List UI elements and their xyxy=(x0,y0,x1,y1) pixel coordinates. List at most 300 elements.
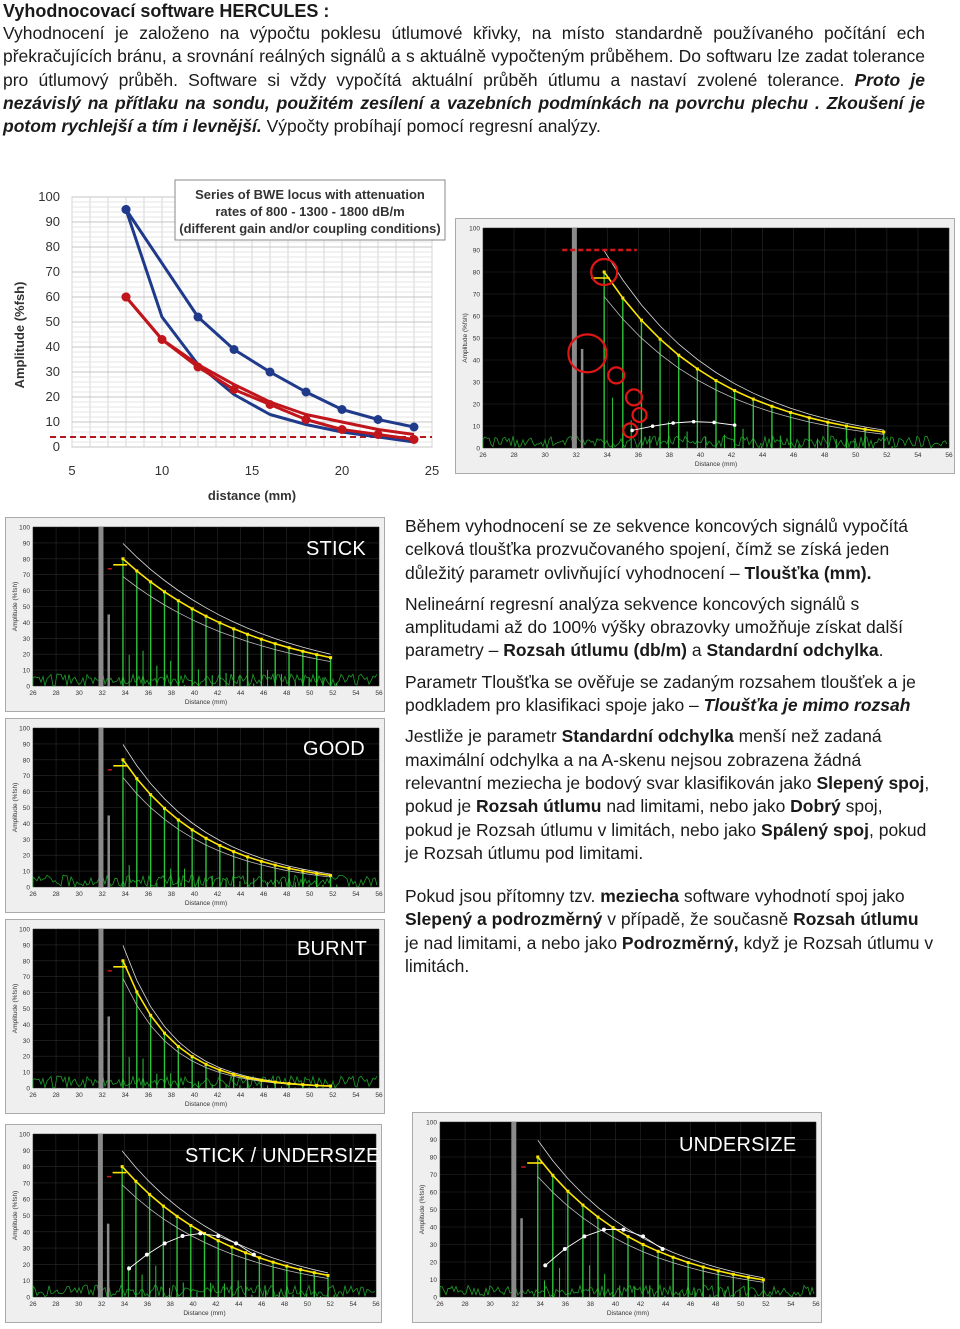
scope-x-tick: 50 xyxy=(303,1301,312,1308)
label-stick: STICK xyxy=(306,538,366,560)
scope-y-tick: 0 xyxy=(26,683,30,691)
scope-peak-marker xyxy=(149,580,152,583)
scope-x-tick: 54 xyxy=(349,1301,357,1308)
scope-y-tick: 10 xyxy=(22,1069,30,1077)
scope-peak-marker xyxy=(232,1073,235,1076)
scope-y-tick: 50 xyxy=(22,805,30,812)
scope-x-tick: 28 xyxy=(461,1301,469,1308)
bwe-data-point xyxy=(338,425,347,434)
bwe-data-point xyxy=(302,388,311,397)
scope-x-tick: 46 xyxy=(260,1092,268,1099)
scope-peak-marker xyxy=(627,1235,630,1238)
scope-peak-marker xyxy=(696,367,699,370)
intro-text-1: Vyhodnocení je založeno na výpočtu poklesu útlumové křivky, na místo standardně používaného počítání ech překračujících bránu, a srovnání reálných signálů a s aktuálně vypočteným průběhem. Do softwaru lze zadat tolerance pro útlumový průběh. Software si vždy vypočítá aktuální průběh útlumu a nastaví zvolené tolerance. xyxy=(3,23,925,90)
scope-x-tick: 52 xyxy=(326,1301,334,1308)
scope-x-tick: 40 xyxy=(611,1301,620,1308)
scope-peak-marker xyxy=(329,1085,332,1088)
scope-peak-marker xyxy=(121,1165,124,1168)
scope-y-tick: 40 xyxy=(22,1021,30,1029)
scope-peak-marker xyxy=(288,867,291,870)
scope-x-tick: 36 xyxy=(144,891,152,898)
bwe-data-point xyxy=(230,345,239,354)
scope-x-tick: 38 xyxy=(167,1092,176,1099)
scope-x-tick: 44 xyxy=(236,1092,245,1099)
scope-x-tick: 30 xyxy=(75,1092,83,1099)
scope-peak-marker xyxy=(191,1055,194,1058)
bwe-data-point xyxy=(338,405,347,414)
body-paragraph-2 xyxy=(405,593,935,663)
scope-peak-marker xyxy=(135,569,138,572)
bwe-data-point xyxy=(410,435,419,444)
scope-x-tick: 38 xyxy=(586,1301,595,1308)
scope-top xyxy=(455,218,955,474)
scope-pulse-echo xyxy=(107,1224,110,1297)
scope-y-tick: 30 xyxy=(22,1245,30,1253)
scope-y-tick: 70 xyxy=(22,572,30,580)
scope-peak-marker xyxy=(882,431,885,434)
scope-peak-marker xyxy=(149,1014,152,1017)
scope-x-tick: 32 xyxy=(98,690,106,697)
scope-y-tick: 80 xyxy=(22,1164,30,1172)
scope-y-label: Amplitude (%fsh) xyxy=(12,782,19,833)
scope-y-tick: 10 xyxy=(22,868,30,876)
scope-x-tick: 46 xyxy=(260,891,268,898)
scope-peak-marker xyxy=(260,1079,263,1082)
scope-peak-marker xyxy=(315,653,318,656)
scope-y-label: Amplitude (%fsh) xyxy=(462,313,469,363)
scope-y-tick: 90 xyxy=(429,1137,437,1144)
scope-y-tick: 90 xyxy=(22,741,30,749)
body-p4-d: Slepený spoj xyxy=(816,772,925,793)
scope-peak-marker xyxy=(148,1193,151,1196)
scope-peak-marker xyxy=(258,1256,261,1259)
bwe-legend-line-1: Series of BWE locus with attenuation xyxy=(195,187,425,202)
scope-x-label: Distance (mm) xyxy=(184,900,228,907)
scope-peak-marker xyxy=(177,818,180,821)
scope-peak-marker xyxy=(272,1261,275,1264)
bwe-x-tick: 15 xyxy=(244,463,260,478)
scope-initial-pulse xyxy=(98,1134,103,1297)
scope-x-label: Distance (mm) xyxy=(184,699,228,706)
scope-y-tick: 20 xyxy=(22,651,30,659)
scope-x-tick: 26 xyxy=(29,891,37,898)
body-p5-d: Slepený a podrozměrný xyxy=(405,909,603,930)
bwe-data-point xyxy=(194,363,203,372)
scope-y-tick: 60 xyxy=(22,990,30,998)
body-p5-e: v případě, že současně xyxy=(602,909,794,930)
bwe-y-tick: 80 xyxy=(45,239,60,254)
scope-peak-marker xyxy=(808,416,811,419)
scope-peak-marker xyxy=(315,1084,318,1087)
scope-peak-marker xyxy=(246,855,249,858)
scope-peak-marker xyxy=(217,1239,220,1242)
scope-pulse-echo xyxy=(107,1016,110,1088)
scope-peak-marker xyxy=(246,1076,249,1079)
scope-peak-marker xyxy=(329,656,332,659)
scope-x-tick: 56 xyxy=(375,891,383,898)
scope-pulse-echo xyxy=(107,815,110,887)
body-p5-a: Pokud jsou přítomny tzv. xyxy=(405,886,601,907)
scope-x-tick: 42 xyxy=(636,1301,645,1308)
scope-peak-marker xyxy=(551,1174,554,1177)
scope-x-tick: 38 xyxy=(167,690,176,697)
scope-y-tick: 50 xyxy=(472,335,480,343)
scope-peak-marker xyxy=(733,389,736,392)
scope-peak-marker xyxy=(715,379,718,382)
scope-peak-marker xyxy=(274,864,277,867)
bwe-data-point xyxy=(122,293,131,302)
scope-x-tick: 42 xyxy=(727,452,736,459)
bwe-data-point xyxy=(302,415,311,424)
scope-x-tick: 34 xyxy=(121,690,129,697)
scope-peak-marker xyxy=(717,1269,720,1272)
scope-y-tick: 100 xyxy=(19,725,30,733)
scope-y-tick: 40 xyxy=(429,1224,437,1232)
scope-y-tick: 0 xyxy=(433,1294,437,1302)
body-p4-g: nad limitami, nebo jako xyxy=(601,796,791,817)
scope-x-tick: 50 xyxy=(737,1301,745,1308)
scope-peak-marker xyxy=(274,1081,277,1084)
scope-x-tick: 28 xyxy=(52,1092,60,1099)
intro-paragraph xyxy=(3,22,925,138)
scope-peak-marker xyxy=(246,633,249,636)
scope-x-tick: 44 xyxy=(661,1301,670,1308)
scope-y-tick: 100 xyxy=(426,1119,437,1127)
scope-peak-marker xyxy=(218,844,221,847)
scope-y-label: Amplitude (%fsh) xyxy=(419,1184,426,1235)
scope-x-tick: 26 xyxy=(29,690,37,697)
scope-y-tick: 10 xyxy=(472,423,480,431)
scope-x-tick: 30 xyxy=(75,891,83,898)
bwe-y-tick: 90 xyxy=(45,214,60,229)
scope-peak-marker xyxy=(135,990,138,993)
scope-peak-marker xyxy=(177,599,180,602)
scope-y-tick: 80 xyxy=(22,958,30,966)
scope-x-tick: 32 xyxy=(98,891,106,898)
scope-x-tick: 32 xyxy=(511,1301,519,1308)
scope-peak-marker xyxy=(121,557,124,560)
scope-x-tick: 48 xyxy=(712,1301,720,1308)
body-p5-i: když je Rozsah útlumu v limitách. xyxy=(405,932,934,977)
body-paragraph-4 xyxy=(405,725,935,865)
scope-y-tick: 10 xyxy=(22,1278,30,1286)
scope-x-tick: 56 xyxy=(375,1092,383,1099)
bwe-x-tick: 5 xyxy=(68,463,76,478)
scope-y-tick: 80 xyxy=(429,1154,437,1162)
scope-x-tick: 44 xyxy=(235,1301,243,1308)
scope-initial-pulse xyxy=(98,527,103,686)
body-p4-a: Jestliže je parametr xyxy=(405,726,562,747)
scope-y-tick: 50 xyxy=(429,1207,437,1214)
scope-x-tick: 30 xyxy=(75,1301,83,1308)
scope-x-tick: 26 xyxy=(29,1092,37,1099)
scope-x-tick: 30 xyxy=(486,1301,494,1308)
scope-x-tick: 44 xyxy=(236,690,245,697)
bwe-y-tick: 10 xyxy=(45,414,60,429)
scope-x-tick: 50 xyxy=(306,1092,314,1099)
scope-x-tick: 54 xyxy=(352,690,360,697)
scope-x-tick: 54 xyxy=(914,452,922,459)
body-p1-bold: Tloušťka (mm). xyxy=(744,562,872,583)
bwe-x-tick: 20 xyxy=(334,463,350,478)
scope-initial-pulse xyxy=(98,728,103,887)
scope-x-tick: 48 xyxy=(821,452,829,459)
scope-y-tick: 30 xyxy=(22,635,30,643)
scope-x-tick: 36 xyxy=(561,1301,569,1308)
scope-x-tick: 34 xyxy=(536,1301,544,1308)
scope-peak-marker xyxy=(205,615,208,618)
scope-x-label: Distance (mm) xyxy=(184,1101,228,1108)
bwe-y-tick: 70 xyxy=(45,264,60,279)
scope-y-label: Amplitude (%fsh) xyxy=(12,1190,19,1241)
scope-peak-marker xyxy=(864,428,867,431)
bwe-x-axis-label: distance (mm) xyxy=(207,488,297,503)
scope-x-tick: 54 xyxy=(352,1092,360,1099)
body-p4-e: , pokud je xyxy=(405,772,930,817)
body-p4-j: Spálený spoj xyxy=(761,819,869,840)
scope-x-tick: 38 xyxy=(167,891,176,898)
body-p5-h: Podrozměrný, xyxy=(621,932,739,953)
scope-peak-marker xyxy=(191,607,194,610)
scope-y-tick: 90 xyxy=(22,942,30,950)
scope-peak-marker xyxy=(762,1278,765,1281)
scope-peak-marker xyxy=(845,425,848,428)
body-p5-g: je nad limitami, a nebo jako xyxy=(405,932,622,953)
scope-peak-marker xyxy=(640,319,643,322)
scope-x-tick: 46 xyxy=(687,1301,695,1308)
scope-peak-marker xyxy=(191,828,194,831)
scope-y-tick: 30 xyxy=(22,1037,30,1045)
scope-x-tick: 40 xyxy=(190,690,199,697)
scope-peak-marker xyxy=(285,1265,288,1268)
scope-x-tick: 38 xyxy=(665,452,674,459)
scope-peak-marker xyxy=(149,793,152,796)
scope-y-tick: 0 xyxy=(476,445,480,453)
scope-x-tick: 26 xyxy=(29,1301,37,1308)
scope-x-tick: 36 xyxy=(144,690,152,697)
scope-peak-marker xyxy=(260,638,263,641)
scope-peak-marker xyxy=(313,1271,316,1274)
scope-x-tick: 28 xyxy=(510,452,518,459)
scope-y-tick: 30 xyxy=(472,379,480,387)
scope-y-tick: 70 xyxy=(22,773,30,781)
bwe-y-axis-label: Amplitude (%fsh) xyxy=(12,281,27,389)
scope-x-tick: 48 xyxy=(283,891,291,898)
scope-x-tick: 46 xyxy=(260,690,268,697)
body-p4-b: Standardní odchylka xyxy=(561,726,734,747)
scope-x-tick: 44 xyxy=(236,891,245,898)
scope-y-tick: 70 xyxy=(429,1172,437,1179)
bwe-x-tick: 25 xyxy=(424,463,440,478)
scope-y-tick: 40 xyxy=(22,1229,30,1237)
scope-y-tick: 20 xyxy=(22,1261,30,1269)
scope-y-tick: 100 xyxy=(19,524,30,532)
scope-x-tick: 28 xyxy=(52,891,60,898)
scope-y-tick: 40 xyxy=(22,619,30,627)
body-text xyxy=(405,515,935,986)
scope-x-tick: 40 xyxy=(696,452,705,459)
body-p5-f: Rozsah útlumu xyxy=(793,909,919,930)
body-p2-end: . xyxy=(878,640,884,661)
intro-text-2: Výpočty probíhají pomocí regresní analýzy. xyxy=(261,116,601,137)
scope-y-tick: 90 xyxy=(22,1147,30,1155)
scope-y-tick: 40 xyxy=(472,357,480,365)
scope-y-tick: 60 xyxy=(472,313,480,321)
body-p1-text: Během vyhodnocení se ze sekvence koncových signálů vypočítá celková tloušťka prozvučovaného spojení, čímž se získá jeden důležitý parametr ovlivňující vyhodnocení – xyxy=(405,516,908,583)
scope-peak-marker xyxy=(657,1250,660,1253)
scope-x-tick: 48 xyxy=(283,1092,291,1099)
scope-y-tick: 20 xyxy=(22,1053,30,1061)
scope-y-tick: 80 xyxy=(22,556,30,564)
scope-x-tick: 42 xyxy=(212,1301,220,1308)
scope-x-tick: 50 xyxy=(852,452,860,459)
scope-y-tick: 100 xyxy=(19,1131,30,1139)
scope-x-tick: 28 xyxy=(52,690,60,697)
scope-peak-marker xyxy=(121,758,124,761)
scope-y-tick: 70 xyxy=(22,1180,30,1188)
scope-peak-marker xyxy=(672,1256,675,1259)
bwe-legend-line-2: rates of 800 - 1300 - 1800 dB/m xyxy=(215,204,405,219)
scope-y-tick: 20 xyxy=(22,852,30,860)
body-p2-bold-1: Rozsah útlumu (db/m) xyxy=(503,640,687,661)
bwe-y-tick: 30 xyxy=(45,364,60,379)
scope-y-tick: 50 xyxy=(22,1213,30,1220)
scope-peak-marker xyxy=(176,1215,179,1218)
bwe-data-point xyxy=(374,415,383,424)
scope-y-tick: 60 xyxy=(22,789,30,797)
label-burnt: BURNT xyxy=(297,938,367,960)
bwe-y-tick: 0 xyxy=(52,439,60,454)
bwe-data-point xyxy=(266,400,275,409)
scope-peak-marker xyxy=(288,646,291,649)
body-p4-h: Dobrý xyxy=(790,796,841,817)
body-paragraph-5 xyxy=(405,885,935,978)
bwe-y-tick: 50 xyxy=(45,314,60,329)
scope-y-tick: 80 xyxy=(472,269,480,277)
scope-y-label: Amplitude (%fsh) xyxy=(12,983,19,1034)
scope-peak-marker xyxy=(163,590,166,593)
scope-x-tick: 52 xyxy=(329,1092,337,1099)
scope-peak-marker xyxy=(789,411,792,414)
scope-x-tick: 54 xyxy=(352,891,360,898)
scope-peak-marker xyxy=(205,837,208,840)
scope-y-tick: 100 xyxy=(19,926,30,934)
scope-x-tick: 26 xyxy=(479,452,487,459)
intro-emphasis: Proto je nezávislý na přítlaku na sondu, použitém zesílení a vazebních podmínkách na povrchu plechu . Zkoušení je potom rychlejší a tím i levnější. xyxy=(3,69,925,137)
scope-y-tick: 100 xyxy=(469,225,480,233)
scope-peak-marker xyxy=(315,872,318,875)
scope-x-tick: 56 xyxy=(812,1301,820,1308)
scope-y-tick: 60 xyxy=(429,1189,437,1197)
scope-x-label: Distance (mm) xyxy=(694,461,738,468)
bwe-y-tick: 100 xyxy=(38,189,60,204)
scope-x-tick: 32 xyxy=(98,1092,106,1099)
scope-y-tick: 70 xyxy=(472,291,480,299)
scope-x-tick: 52 xyxy=(329,891,337,898)
scope-x-tick: 48 xyxy=(283,690,291,697)
scope-y-tick: 0 xyxy=(26,1294,30,1302)
scope-peak-marker xyxy=(621,297,624,300)
scope-y-tick: 20 xyxy=(472,401,480,409)
scope-peak-marker xyxy=(826,421,829,424)
scope-x-tick: 56 xyxy=(945,452,953,459)
scope-initial-pulse xyxy=(98,929,103,1088)
body-p3-emphasis: Tloušťka je mimo rozsah xyxy=(703,695,911,716)
scope-peak-marker xyxy=(747,1276,750,1279)
scope-peak-marker xyxy=(260,860,263,863)
scope-x-label: Distance (mm) xyxy=(183,1310,226,1317)
scope-peak-marker xyxy=(687,1261,690,1264)
scope-peak-marker xyxy=(299,1268,302,1271)
scope-x-tick: 34 xyxy=(121,1092,129,1099)
bwe-data-point xyxy=(230,385,239,394)
body-paragraph-3 xyxy=(405,671,935,718)
bwe-y-tick: 60 xyxy=(45,289,60,304)
scope-y-tick: 40 xyxy=(22,820,30,828)
body-p2-bold-2: Standardní odchylka xyxy=(706,640,879,661)
scope-x-tick: 40 xyxy=(190,1092,199,1099)
scope-peak-marker xyxy=(732,1273,735,1276)
scope-y-tick: 20 xyxy=(429,1259,437,1267)
bwe-legend-line-3: (different gain and/or coupling conditions) xyxy=(179,221,441,236)
scope-x-label: Distance (mm) xyxy=(606,1310,650,1317)
scope-x-tick: 34 xyxy=(121,891,129,898)
body-paragraph-1 xyxy=(405,515,935,585)
scope-peak-marker xyxy=(752,398,755,401)
scope-peak-marker xyxy=(232,850,235,853)
scope-y-tick: 90 xyxy=(22,540,30,548)
scope-y-tick: 50 xyxy=(22,604,30,611)
scope-peak-marker xyxy=(218,1069,221,1072)
bwe-x-tick: 10 xyxy=(154,463,170,478)
scope-peak-marker xyxy=(163,1032,166,1035)
scope-peak-marker xyxy=(134,1180,137,1183)
scope-x-tick: 26 xyxy=(436,1301,444,1308)
scope-peak-marker xyxy=(274,642,277,645)
scope-x-tick: 42 xyxy=(213,690,222,697)
scope-peak-marker xyxy=(702,1265,705,1268)
scope-y-tick: 10 xyxy=(22,667,30,675)
scope-x-tick: 30 xyxy=(541,452,549,459)
scope-peak-marker xyxy=(301,650,304,653)
scope-x-tick: 30 xyxy=(75,690,83,697)
scope-peak-marker xyxy=(121,959,124,962)
bwe-y-tick: 20 xyxy=(45,389,60,404)
body-p4-f: Rozsah útlumu xyxy=(476,796,602,817)
scope-x-tick: 52 xyxy=(762,1301,770,1308)
bwe-data-point xyxy=(374,430,383,439)
scope-peak-marker xyxy=(566,1190,569,1193)
scope-x-tick: 46 xyxy=(790,452,798,459)
scope-x-tick: 32 xyxy=(97,1301,106,1308)
scope-peak-marker xyxy=(326,1274,329,1277)
scope-peak-marker xyxy=(301,870,304,873)
bwe-data-point xyxy=(194,313,203,322)
scope-peak-marker xyxy=(581,1204,584,1207)
scope-x-tick: 50 xyxy=(306,891,314,898)
scope-y-tick: 60 xyxy=(22,1196,30,1204)
body-p2-and: a xyxy=(686,640,707,661)
scope-peak-marker xyxy=(163,807,166,810)
scope-x-tick: 34 xyxy=(603,452,611,459)
scope-pulse-echo xyxy=(520,1218,523,1297)
scope-x-tick: 44 xyxy=(758,452,767,459)
scope-x-tick: 52 xyxy=(329,690,337,697)
scope-x-tick: 40 xyxy=(189,1301,197,1308)
scope-x-tick: 50 xyxy=(306,690,314,697)
body-p4-i: spoj, pokud je Rozsah útlumu v limitách, nebo jako xyxy=(405,796,883,840)
body-p5-c: software vyhodnotí spoj jako xyxy=(678,886,905,907)
